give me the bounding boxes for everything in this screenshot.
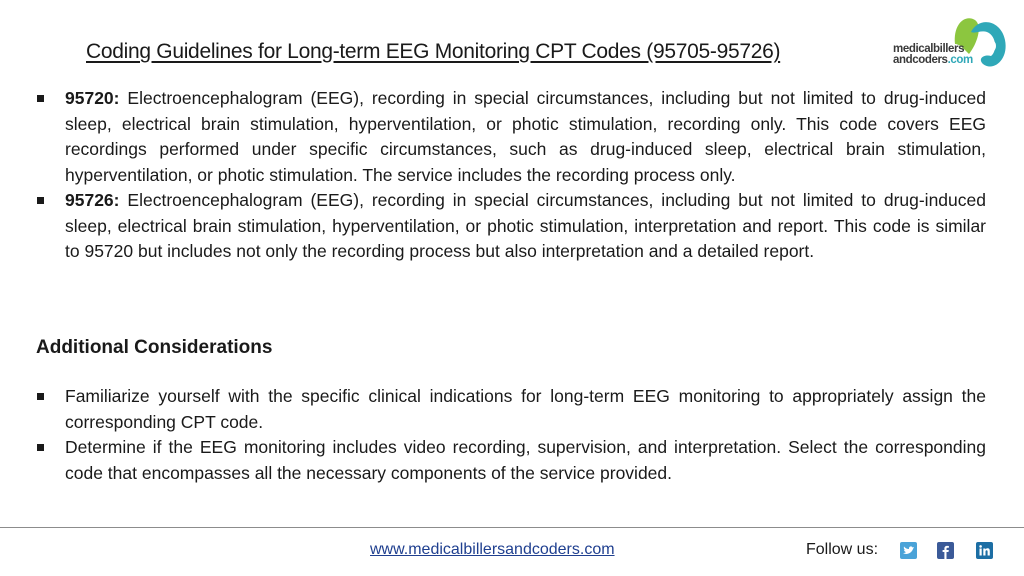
list-item: Determine if the EEG monitoring includes video recording, supervision, and interpretation. Select the corresponding code that encompasses all the necessary components of the service provided. xyxy=(36,435,986,486)
code-list xyxy=(36,86,986,265)
bullet-icon xyxy=(37,393,44,400)
bullet-icon xyxy=(37,197,44,204)
code-number: 95720: xyxy=(65,88,120,108)
twitter-icon[interactable] xyxy=(900,542,917,559)
facebook-icon[interactable] xyxy=(937,542,954,559)
website-link[interactable]: www.medicalbillersandcoders.com xyxy=(370,541,615,558)
bullet-icon xyxy=(37,95,44,102)
code-number: 95726: xyxy=(65,190,120,210)
bullet-icon xyxy=(37,444,44,451)
section-heading: Additional Considerations xyxy=(36,337,273,358)
page-title: Coding Guidelines for Long-term EEG Monitoring CPT Codes (95705-95726) xyxy=(86,40,781,63)
code-description: Electroencephalogram (EEG), recording in special circumstances, including but not limited to drug-induced sleep, electrical brain stimulation, hyperventilation, or photic stimulation, interpretation and report. This code is similar to 95720 but includes not only the recording process but also interpretation and a detailed report. xyxy=(65,190,986,261)
company-logo xyxy=(893,14,1013,74)
linkedin-icon[interactable] xyxy=(976,542,993,559)
list-item xyxy=(36,86,986,188)
considerations-list xyxy=(36,384,986,486)
code-description: Electroencephalogram (EEG), recording in special circumstances, including but not limited to drug-induced sleep, electrical brain stimulation, hyperventilation, or photic stimulation, recording only. This code covers EEG recordings performed under specific circumstances, such as drug-induced sleep, electrical brain stimulation, hyperventilation, or photic stimulation. The service includes the recording process only. xyxy=(65,88,986,185)
follow-label: Follow us: xyxy=(806,541,879,558)
list-item xyxy=(36,188,986,265)
logo-wordmark: medicalbillers andcoders.com xyxy=(893,43,973,66)
footer-divider xyxy=(0,527,1024,528)
list-item: Familiarize yourself with the specific clinical indications for long-term EEG monitoring to appropriately assign the corresponding CPT code. xyxy=(36,384,986,435)
